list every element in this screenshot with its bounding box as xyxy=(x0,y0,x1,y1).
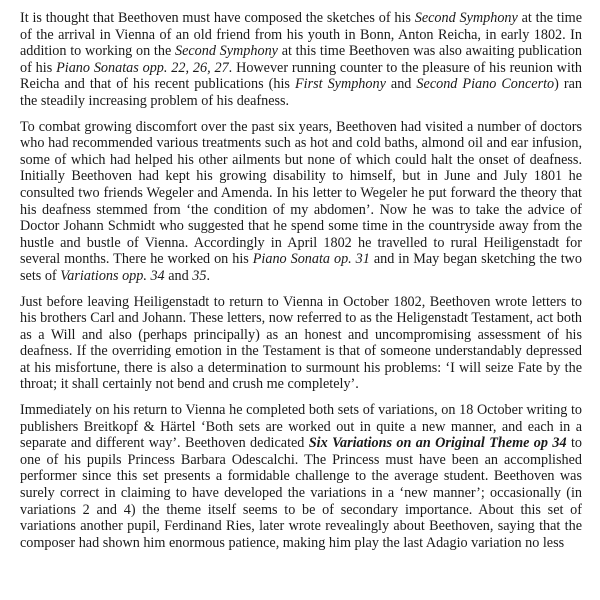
text-span: ) ran the steadily increasing problem of his deafness. xyxy=(20,76,582,109)
paragraph-4 xyxy=(20,402,582,551)
work-title: Second Piano Concerto xyxy=(416,76,555,93)
text-span: . However running counter to the pleasure of his reunion with Reicha and that of his recent publications (his xyxy=(20,59,583,93)
text-span: Just before leaving Heiligenstadt to return to Vienna in October 1802, Beethoven wrote letters to his brothers Carl and Johann. These letters, now referred to as the Heligenstadt Testament, act both as a Will and also (perhaps principally) as an honest and uncompromising assessment of his deafness. If the overriding emotion in the Testament is that of someone understandably depressed at his misfortune, there is also a determination to surmount his problems: ‘I will seize Fate by the throat; it shall certainly not bend and crush me completely’. xyxy=(20,293,582,393)
text-span: and xyxy=(164,267,193,284)
document-page xyxy=(20,10,582,560)
text-span: To combat growing discomfort over the past six years, Beethoven had visited a number of doctors who had recommended various treatments such as hot and cold baths, almond oil and ear infusion, some of which had helped his other ailments but none of which could halt the onset of deafness. Initially Beethoven had kept his growing disability to himself, but in June and July 1801 he consulted two friends Wegeler and Amenda. In his letter to Wegeler he put forward the theory that his deafness stemmed from ‘the condition of my abdomen’. Now he was to take the advice of Doctor Johann Schmidt who suggested that he spend some time in the countryside away from the hustle and bustle of Vienna. Accordingly in April 1802 he travelled to rural Heiligenstadt for several months. There he worked on his xyxy=(20,118,582,268)
text-span: and in May began sketching the two sets of xyxy=(20,251,582,284)
work-title: Second Symphony xyxy=(414,10,518,26)
work-title: 35 xyxy=(192,267,207,284)
paragraph-2 xyxy=(20,119,582,285)
text-span: . xyxy=(206,267,210,284)
text-span: It is thought that Beethoven must have composed the sketches of his xyxy=(20,10,415,26)
text-span: to one of his pupils Princess Barbara Odescalchi. The Princess must have been an accomplished performer since this set presents a formidable challenge to the average student. Beethoven was surely correct in claiming to have developed the variations in a ‘new manner’; occasionally (in variations 2 and 4) the theme itself seems to be of secondary importance. About this set of variations another pupil, Ferdinand Ries, later wrote revealingly about Beethoven, saying that the composer had shown him enormous patience, making him play the last Adagio variation no less xyxy=(20,435,582,551)
work-title-emphasized: Six Variations on an Original Theme op 34 xyxy=(308,435,567,452)
text-span: at the time of the arrival in Vienna of an old friend from his youth in Bonn, Anton Reicha, in early 1802. In addition to working on the xyxy=(20,10,583,60)
paragraph-3 xyxy=(20,294,582,394)
text-span: and xyxy=(385,76,417,93)
text-span: at this time Beethoven was also awaiting publication of his xyxy=(20,43,583,76)
work-title: Piano Sonatas opp. 22, 26, 27 xyxy=(56,59,229,76)
text-span: Immediately on his return to Vienna he completed both sets of variations, on 18 October writing to publishers Breitkopf & Härtel ‘Both sets are worked out in quite a new manner, and each in a separate and different way’. Beethoven dedicated xyxy=(20,402,582,452)
paragraph-1 xyxy=(20,10,582,110)
work-title: Variations opp. 34 xyxy=(60,267,165,284)
work-title: First Symphony xyxy=(294,76,386,93)
work-title: Second Symphony xyxy=(174,43,278,60)
work-title: Piano Sonata op. 31 xyxy=(252,251,370,268)
